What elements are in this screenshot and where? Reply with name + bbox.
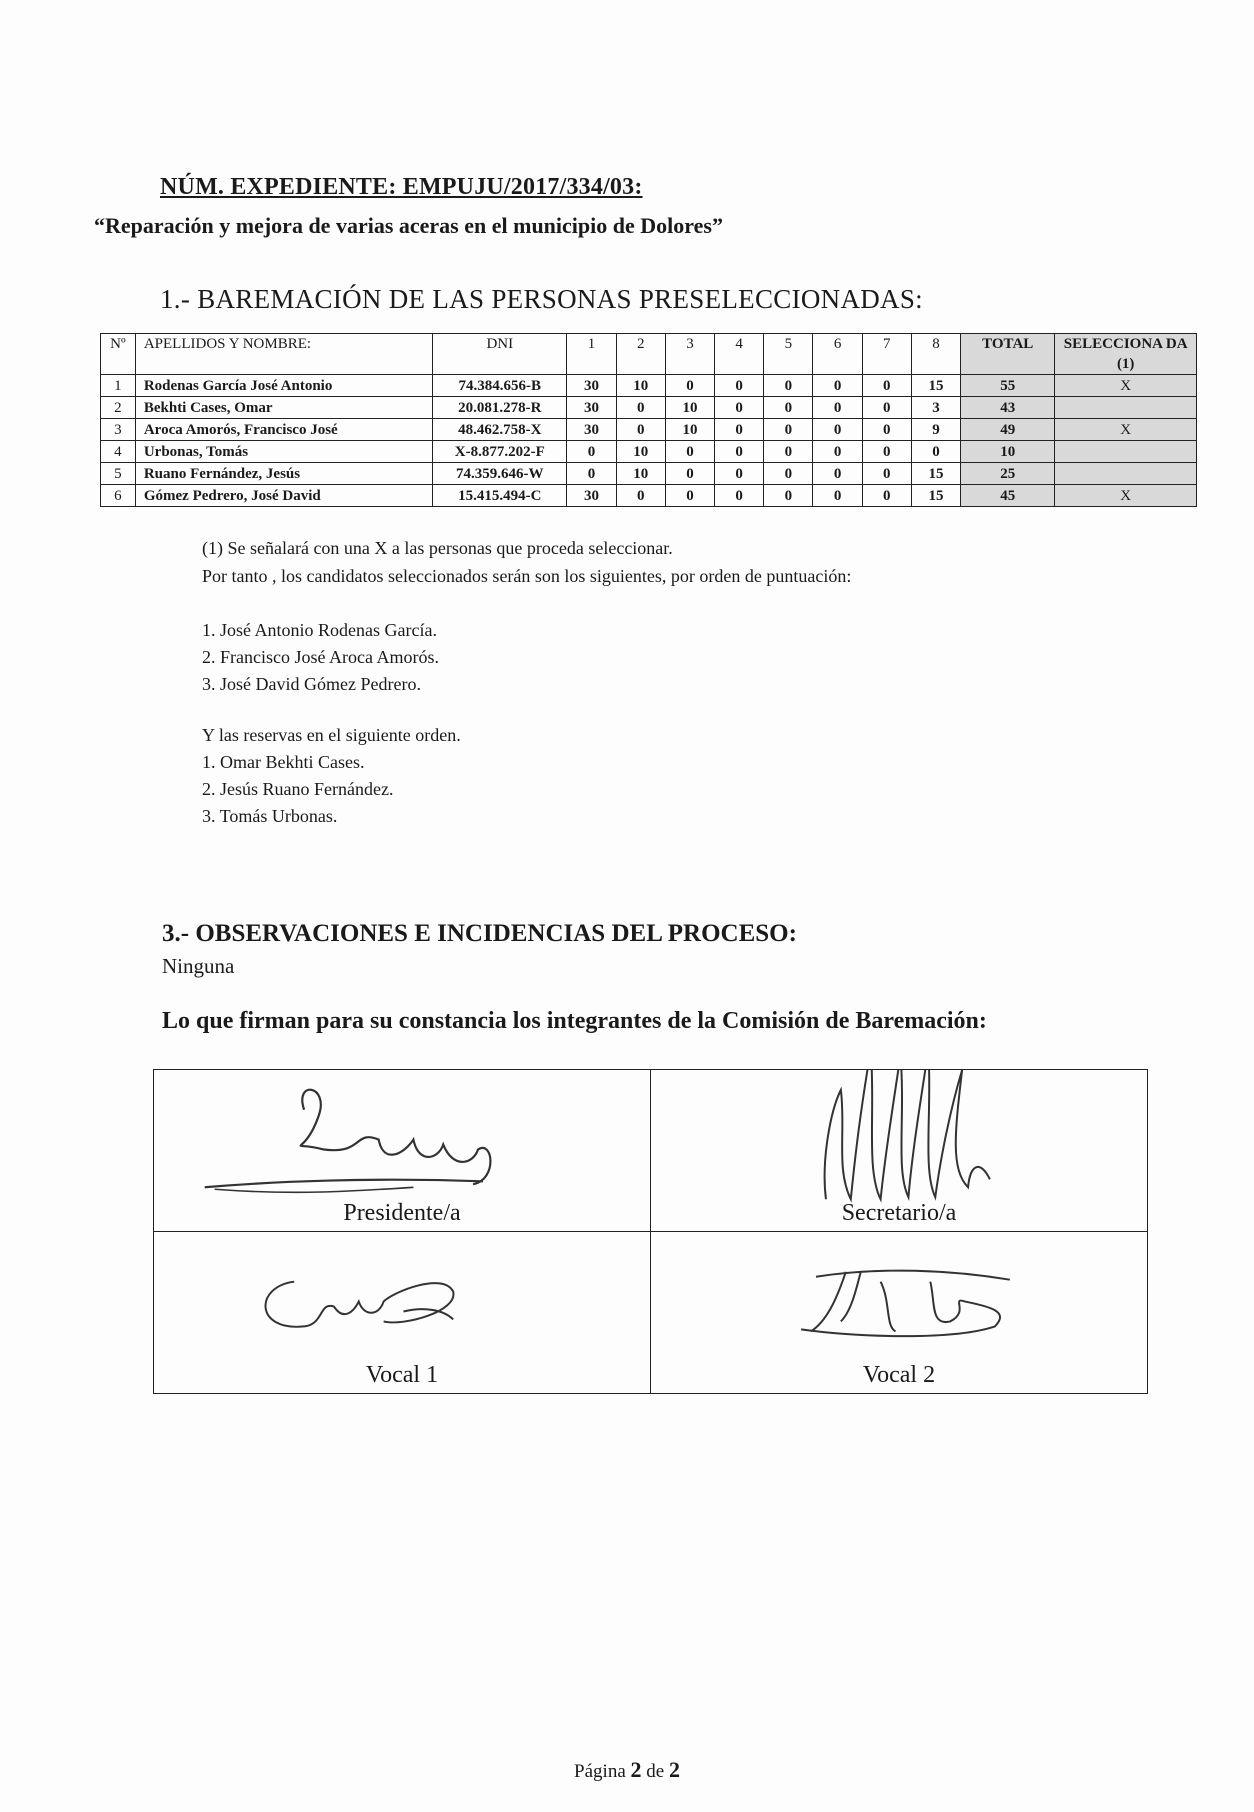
name-cell: Rodenas García José Antonio xyxy=(135,375,432,397)
col-7-header: 7 xyxy=(862,334,911,375)
score-cell-5: 0 xyxy=(764,463,813,485)
name-cell: Aroca Amorós, Francisco José xyxy=(135,419,432,441)
score-cell-1: 30 xyxy=(567,375,616,397)
selected-cell: X xyxy=(1055,485,1197,507)
row-number-cell: 1 xyxy=(101,375,136,397)
score-cell-6: 0 xyxy=(813,441,862,463)
score-cell-1: 30 xyxy=(567,397,616,419)
selected-cell: X xyxy=(1055,419,1197,441)
signature-cell-vocal-1 xyxy=(154,1232,651,1394)
selection-statement: Por tanto , los candidatos seleccionados serán son los siguientes, por orden de puntuación: xyxy=(202,566,852,586)
score-cell-3: 0 xyxy=(665,463,714,485)
col-selected-header: SELECCIONA DA (1) xyxy=(1055,334,1197,375)
name-cell: Bekhti Cases, Omar xyxy=(135,397,432,419)
score-cell-2: 10 xyxy=(616,375,665,397)
project-title: “Reparación y mejora de varias aceras en el municipio de Dolores” xyxy=(94,213,723,238)
dni-cell: 48.462.758-X xyxy=(433,419,567,441)
row-number-cell: 2 xyxy=(101,397,136,419)
name-cell: Gómez Pedrero, José David xyxy=(135,485,432,507)
total-cell: 25 xyxy=(961,463,1055,485)
table-row xyxy=(101,441,1197,463)
list-item: 1. José Antonio Rodenas García. xyxy=(202,620,437,640)
current-page-number: 2 xyxy=(630,1757,642,1782)
signature-cell-vocal-2 xyxy=(651,1232,1148,1394)
col-name-header: APELLIDOS Y NOMBRE: xyxy=(135,334,432,375)
selected-candidates-list xyxy=(202,617,439,698)
page-footer xyxy=(0,1757,1254,1783)
table-row xyxy=(101,419,1197,441)
col-4-header: 4 xyxy=(715,334,764,375)
section-3-title: 3.- OBSERVACIONES E INCIDENCIAS DEL PROCESO: xyxy=(162,920,797,947)
total-cell: 55 xyxy=(961,375,1055,397)
score-cell-8: 3 xyxy=(911,397,960,419)
score-cell-2: 0 xyxy=(616,397,665,419)
row-number-cell: 3 xyxy=(101,419,136,441)
score-cell-7: 0 xyxy=(862,397,911,419)
score-cell-4: 0 xyxy=(715,375,764,397)
score-cell-2: 10 xyxy=(616,441,665,463)
vocal-1-label: Vocal 1 xyxy=(365,1362,439,1388)
score-cell-7: 0 xyxy=(862,485,911,507)
score-cell-6: 0 xyxy=(813,485,862,507)
score-cell-1: 30 xyxy=(567,485,616,507)
list-item: 1. Omar Bekhti Cases. xyxy=(202,752,365,772)
name-cell: Urbonas, Tomás xyxy=(135,441,432,463)
score-cell-4: 0 xyxy=(715,419,764,441)
observations-text: Ninguna xyxy=(162,954,235,978)
score-cell-6: 0 xyxy=(813,419,862,441)
score-cell-4: 0 xyxy=(715,463,764,485)
score-cell-1: 30 xyxy=(567,419,616,441)
score-cell-5: 0 xyxy=(764,375,813,397)
total-cell: 10 xyxy=(961,441,1055,463)
scoring-table xyxy=(100,333,1197,507)
score-cell-3: 0 xyxy=(665,485,714,507)
table-row xyxy=(101,397,1197,419)
score-cell-7: 0 xyxy=(862,375,911,397)
dni-cell: 74.359.646-W xyxy=(433,463,567,485)
signatures-table xyxy=(153,1069,1148,1394)
score-cell-8: 15 xyxy=(911,375,960,397)
score-cell-8: 9 xyxy=(911,419,960,441)
score-cell-8: 0 xyxy=(911,441,960,463)
list-item: 2. Francisco José Aroca Amorós. xyxy=(202,647,439,667)
score-cell-7: 0 xyxy=(862,463,911,485)
list-item: 3. Tomás Urbonas. xyxy=(202,806,338,826)
score-cell-8: 15 xyxy=(911,463,960,485)
score-cell-3: 10 xyxy=(665,397,714,419)
vocal-2-label: Vocal 2 xyxy=(862,1362,936,1388)
score-cell-5: 0 xyxy=(764,419,813,441)
score-cell-2: 10 xyxy=(616,463,665,485)
score-cell-3: 0 xyxy=(665,375,714,397)
footer-middle: de xyxy=(641,1761,669,1782)
footer-prefix: Página xyxy=(574,1761,631,1782)
col-total-header: TOTAL xyxy=(961,334,1055,375)
row-number-cell: 4 xyxy=(101,441,136,463)
selected-cell: X xyxy=(1055,375,1197,397)
score-cell-4: 0 xyxy=(715,397,764,419)
score-cell-7: 0 xyxy=(862,441,911,463)
score-cell-5: 0 xyxy=(764,397,813,419)
total-cell: 43 xyxy=(961,397,1055,419)
col-3-header: 3 xyxy=(665,334,714,375)
score-cell-2: 0 xyxy=(616,485,665,507)
col-2-header: 2 xyxy=(616,334,665,375)
score-cell-2: 0 xyxy=(616,419,665,441)
dni-cell: 74.384.656-B xyxy=(433,375,567,397)
col-8-header: 8 xyxy=(911,334,960,375)
col-1-header: 1 xyxy=(567,334,616,375)
president-label: Presidente/a xyxy=(343,1200,461,1226)
name-cell: Ruano Fernández, Jesús xyxy=(135,463,432,485)
score-cell-1: 0 xyxy=(567,441,616,463)
score-cell-3: 0 xyxy=(665,441,714,463)
signature-cell-secretary xyxy=(651,1070,1148,1232)
row-number-cell: 5 xyxy=(101,463,136,485)
col-5-header: 5 xyxy=(764,334,813,375)
table-row xyxy=(101,375,1197,397)
score-cell-6: 0 xyxy=(813,463,862,485)
score-cell-7: 0 xyxy=(862,419,911,441)
list-item: 3. José David Gómez Pedrero. xyxy=(202,674,421,694)
total-cell: 49 xyxy=(961,419,1055,441)
table-header-row xyxy=(101,334,1197,375)
list-item: 2. Jesús Ruano Fernández. xyxy=(202,779,394,799)
col-dni-header: DNI xyxy=(433,334,567,375)
signatures-intro: Lo que firman para su constancia los integrantes de la Comisión de Baremación: xyxy=(162,1008,987,1034)
section-1-title: 1.- BAREMACIÓN DE LAS PERSONAS PRESELECCIONADAS: xyxy=(160,284,923,314)
selected-cell xyxy=(1055,441,1197,463)
total-cell: 45 xyxy=(961,485,1055,507)
score-cell-4: 0 xyxy=(715,485,764,507)
col-6-header: 6 xyxy=(813,334,862,375)
dni-cell: 15.415.494-C xyxy=(433,485,567,507)
table-row xyxy=(101,463,1197,485)
reserve-intro: Y las reservas en el siguiente orden. xyxy=(202,725,461,745)
signature-cell-president xyxy=(154,1070,651,1232)
score-cell-5: 0 xyxy=(764,441,813,463)
dni-cell: X-8.877.202-F xyxy=(433,441,567,463)
score-cell-8: 15 xyxy=(911,485,960,507)
score-cell-3: 10 xyxy=(665,419,714,441)
score-cell-6: 0 xyxy=(813,397,862,419)
total-pages-number: 2 xyxy=(668,1757,680,1782)
score-cell-5: 0 xyxy=(764,485,813,507)
score-cell-6: 0 xyxy=(813,375,862,397)
selection-note: (1) Se señalará con una X a las personas que proceda seleccionar. xyxy=(202,538,673,558)
secretary-label: Secretario/a xyxy=(841,1200,957,1226)
col-num-header: Nº xyxy=(101,334,136,375)
dni-cell: 20.081.278-R xyxy=(433,397,567,419)
selected-cell xyxy=(1055,463,1197,485)
score-cell-4: 0 xyxy=(715,441,764,463)
row-number-cell: 6 xyxy=(101,485,136,507)
score-cell-1: 0 xyxy=(567,463,616,485)
selected-cell xyxy=(1055,397,1197,419)
expediente-number: NÚM. EXPEDIENTE: EMPUJU/2017/334/03: xyxy=(160,174,643,200)
table-row xyxy=(101,485,1197,507)
reserve-candidates-list xyxy=(202,749,393,830)
